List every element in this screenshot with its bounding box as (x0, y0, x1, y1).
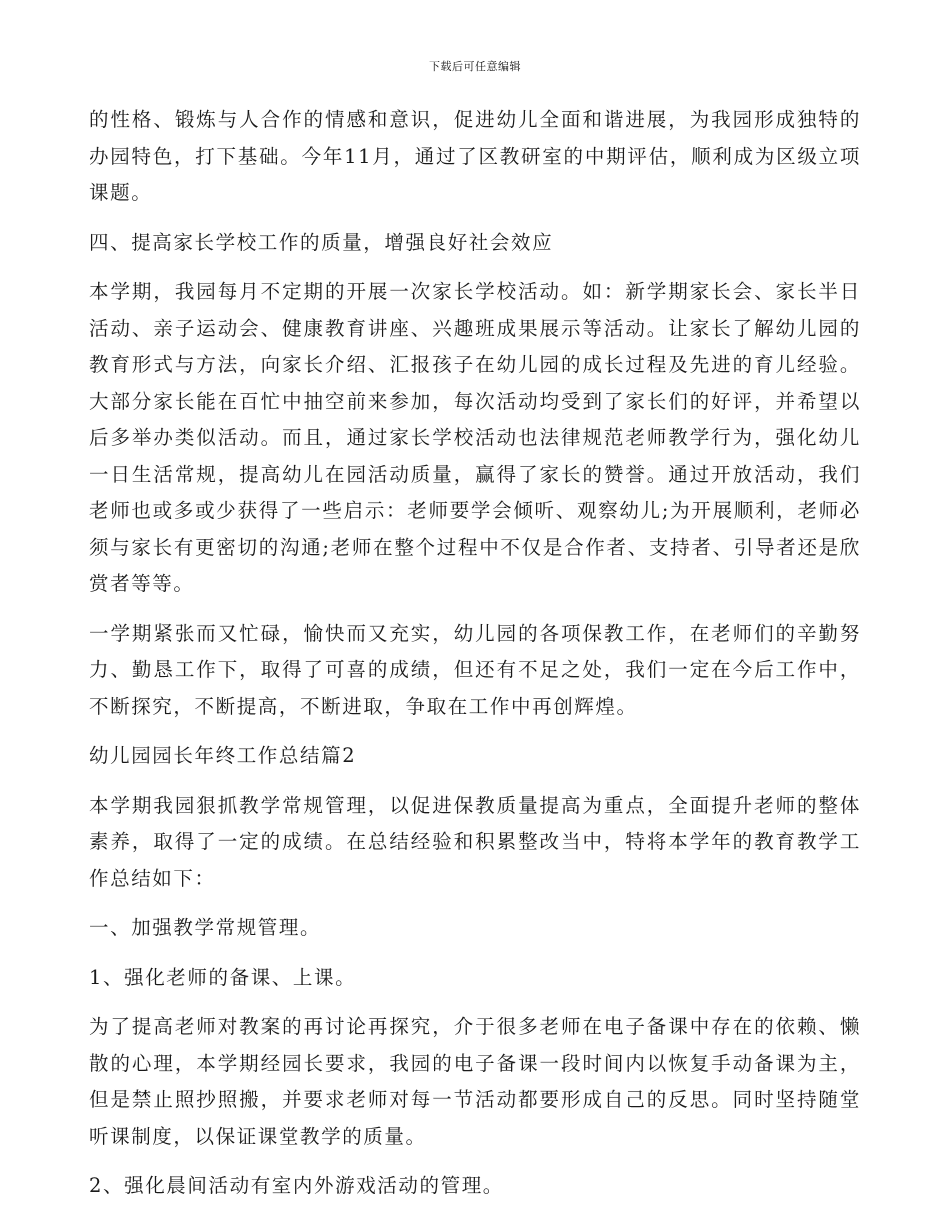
section-heading-teaching-routine: 一、加强教学常规管理。 (89, 916, 322, 939)
paragraph-parent-school-activities: 本学期，我园每月不定期的开展一次家长学校活动。如：新学期家长会、家长半日活动、亲子运动会、健康教育讲座、兴趣班成果展示等活动。让家长了解幼儿园的教育形式与方法，向家长介绍、汇报孩子在幼儿园的成长过程及先进的育儿经验。大部分家长能在百忙中抽空前来参加，每次活动均受到了家长们的好评，并希望以后多举办类似活动。而且，通过家长学校活动也法律规范老师教学行为，强化幼儿一日生活常规，提高幼儿在园活动质量，赢得了家长的赞誉。通过开放活动，我们老师也或多或少获得了一些启示：老师要学会倾听、观察幼儿;为开展顺利，老师必须与家长有更密切的沟通;老师在整个过程中不仅是合作者、支持者、引导者还是欣赏者等等。 (89, 280, 861, 595)
paragraph-lesson-prep: 为了提高老师对教案的再讨论再探究，介于很多老师在电子备课中存在的依赖、懒散的心理，本学期经园长要求，我园的电子备课一段时间内以恢复手动备课为主，但是禁止照抄照搬，并要求老师对每一节活动都要形成自己的反思。同时坚持随堂听课制度，以保证课堂教学的质量。 (89, 1015, 861, 1148)
paragraph-personality-development: 的性格、锻炼与人合作的情感和意识，促进幼儿全面和谐进展，为我园形成独特的办园特色，打下基础。今年11月，通过了区教研室的中期评估，顺利成为区级立项课题。 (89, 108, 861, 204)
page-header: 下载后可任意编辑 (429, 60, 521, 73)
paragraph-teaching-management-intro: 本学期我园狠抓教学常规管理，以促进保教质量提高为重点，全面提升老师的整体素养，取得了一定的成绩。在总结经验和积累整改当中，特将本学年的教育教学工作总结如下： (89, 793, 861, 890)
subsection-heading-lesson-prep: 1、强化老师的备课、上课。 (89, 965, 357, 989)
section-heading-parent-school: 四、提高家长学校工作的质量，增强良好社会效应 (89, 230, 554, 254)
article-title-part-2: 幼儿园园长年终工作总结篇2 (89, 744, 357, 767)
document-body (89, 102, 861, 1218)
subsection-heading-morning-activities: 2、强化晨间活动有室内外游戏活动的管理。 (89, 1174, 504, 1197)
paragraph-semester-summary: 一学期紧张而又忙碌，愉快而又充实，幼儿园的各项保教工作，在老师们的辛勤努力、勤恳工作下，取得了可喜的成绩，但还有不足之处，我们一定在今后工作中，不断探究，不断提高，不断进取，争取在工作中再创辉煌。 (89, 621, 861, 718)
